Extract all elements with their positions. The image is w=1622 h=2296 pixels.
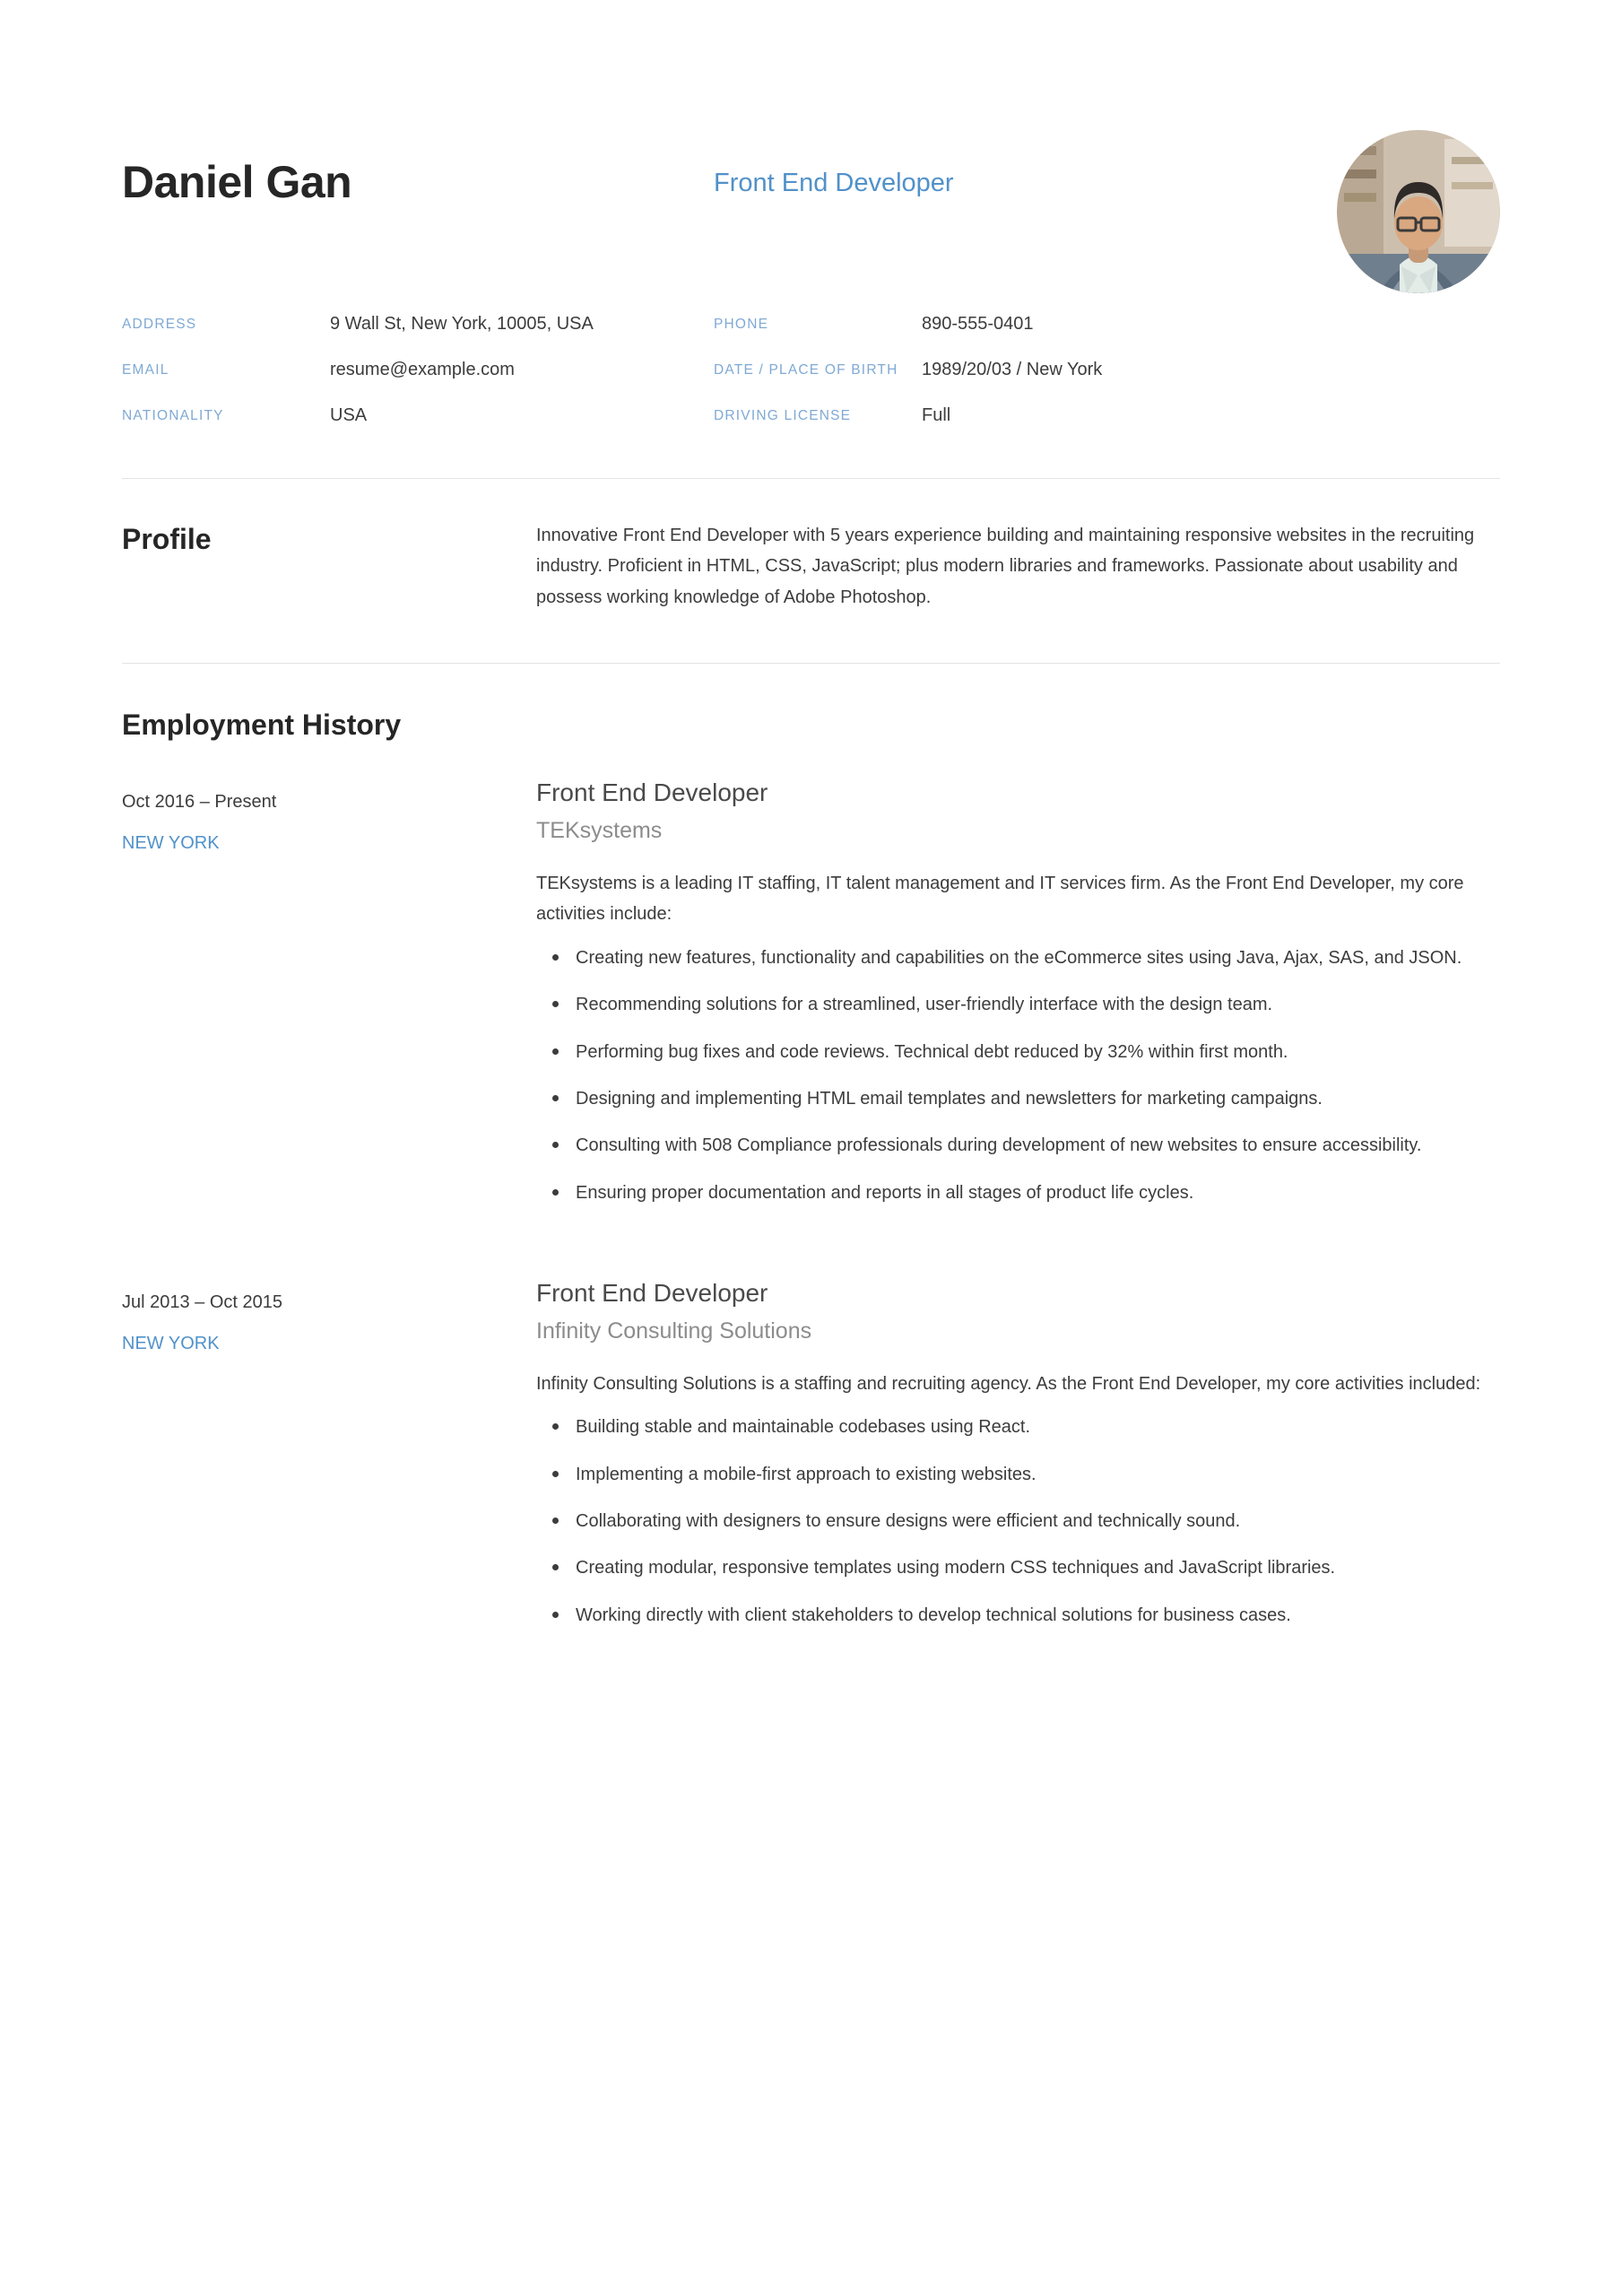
contact-details [122, 312, 1500, 428]
employment-entry [122, 776, 1500, 1208]
person-photo-icon [1337, 130, 1500, 293]
employment-date: Jul 2013 – Oct 2015 [122, 1292, 283, 1313]
list-item: Building stable and maintainable codebases using React. [576, 1412, 1500, 1442]
employment-location: NEW YORK [122, 1334, 220, 1354]
contact-label-phone: PHONE [714, 317, 769, 332]
profile-title: Profile [122, 523, 212, 555]
employment-company: Infinity Consulting Solutions [536, 1318, 812, 1344]
employment-location: NEW YORK [122, 833, 220, 854]
employment-role: Front End Developer [536, 778, 768, 807]
contact-label-nationality: NATIONALITY [122, 408, 224, 423]
contact-label-address: ADDRESS [122, 317, 197, 332]
employment-entry-meta [122, 1276, 536, 1631]
list-item: Implementing a mobile-first approach to existing websites. [576, 1459, 1500, 1490]
contact-label-email: EMAIL [122, 362, 169, 378]
contact-value-phone: 890-555-0401 [922, 314, 1034, 334]
list-item: Collaborating with designers to ensure designs were efficient and technically sound. [576, 1506, 1500, 1536]
contact-column-right [714, 312, 1500, 428]
employment-company: TEKsystems [536, 817, 663, 843]
employment-date: Oct 2016 – Present [122, 792, 277, 813]
list-item: Performing bug fixes and code reviews. Technical debt reduced by 32% within first month. [576, 1037, 1500, 1067]
list-item: Recommending solutions for a streamlined, user-friendly interface with the design team. [576, 989, 1500, 1020]
contact-column-left [122, 312, 714, 428]
divider-profile [122, 663, 1500, 664]
employment-entry [122, 1276, 1500, 1631]
candidate-job-title: Front End Developer [714, 169, 954, 197]
resume-header [122, 106, 1500, 258]
contact-value-nationality: USA [330, 405, 368, 425]
profile-text: Innovative Front End Developer with 5 years experience building and maintaining responsive websites in the recruiting industry. Proficient in HTML, CSS, JavaScript; plus modern libraries and frameworks. Passionate about usability and possess working knowledge of Adobe Photoshop. [536, 526, 1475, 607]
employment-description: TEKsystems is a leading IT staffing, IT talent management and IT services firm. As the Front End Developer, my core activities include: [536, 873, 1464, 925]
employment-bullets [536, 1412, 1500, 1631]
employment-history-title: Employment History [122, 709, 402, 742]
employment-description: Infinity Consulting Solutions is a staffing and recruiting agency. As the Front End Developer, my core activities included: [536, 1373, 1481, 1394]
employment-entry-main [536, 776, 1500, 1208]
avatar [1337, 130, 1500, 293]
employment-role: Front End Developer [536, 1279, 768, 1308]
list-item: Creating new features, functionality and capabilities on the eCommerce sites using Java, Ajax, SAS, and JSON. [576, 943, 1500, 973]
employment-entry-meta [122, 776, 536, 1208]
list-item: Working directly with client stakeholders to develop technical solutions for business cases. [576, 1600, 1500, 1631]
employment-entry-main [536, 1276, 1500, 1631]
contact-label-driving-license: DRIVING LICENSE [714, 408, 852, 423]
contact-value-email: resume@example.com [330, 360, 515, 379]
list-item: Ensuring proper documentation and reports in all stages of product life cycles. [576, 1178, 1500, 1208]
list-item: Designing and implementing HTML email templates and newsletters for marketing campaigns. [576, 1083, 1500, 1114]
employment-bullets [536, 943, 1500, 1208]
profile-section [122, 520, 1500, 613]
contact-label-birth: DATE / PLACE OF BIRTH [714, 362, 898, 378]
contact-value-address: 9 Wall St, New York, 10005, USA [330, 314, 594, 334]
list-item: Creating modular, responsive templates using modern CSS techniques and JavaScript libraries. [576, 1552, 1500, 1583]
contact-value-birth: 1989/20/03 / New York [922, 360, 1103, 379]
contact-value-driving-license: Full [922, 405, 951, 425]
list-item: Consulting with 508 Compliance professionals during development of new websites to ensure accessibility. [576, 1130, 1500, 1161]
divider-top [122, 478, 1500, 479]
candidate-name: Daniel Gan [122, 157, 352, 207]
profile-body [536, 520, 1500, 613]
